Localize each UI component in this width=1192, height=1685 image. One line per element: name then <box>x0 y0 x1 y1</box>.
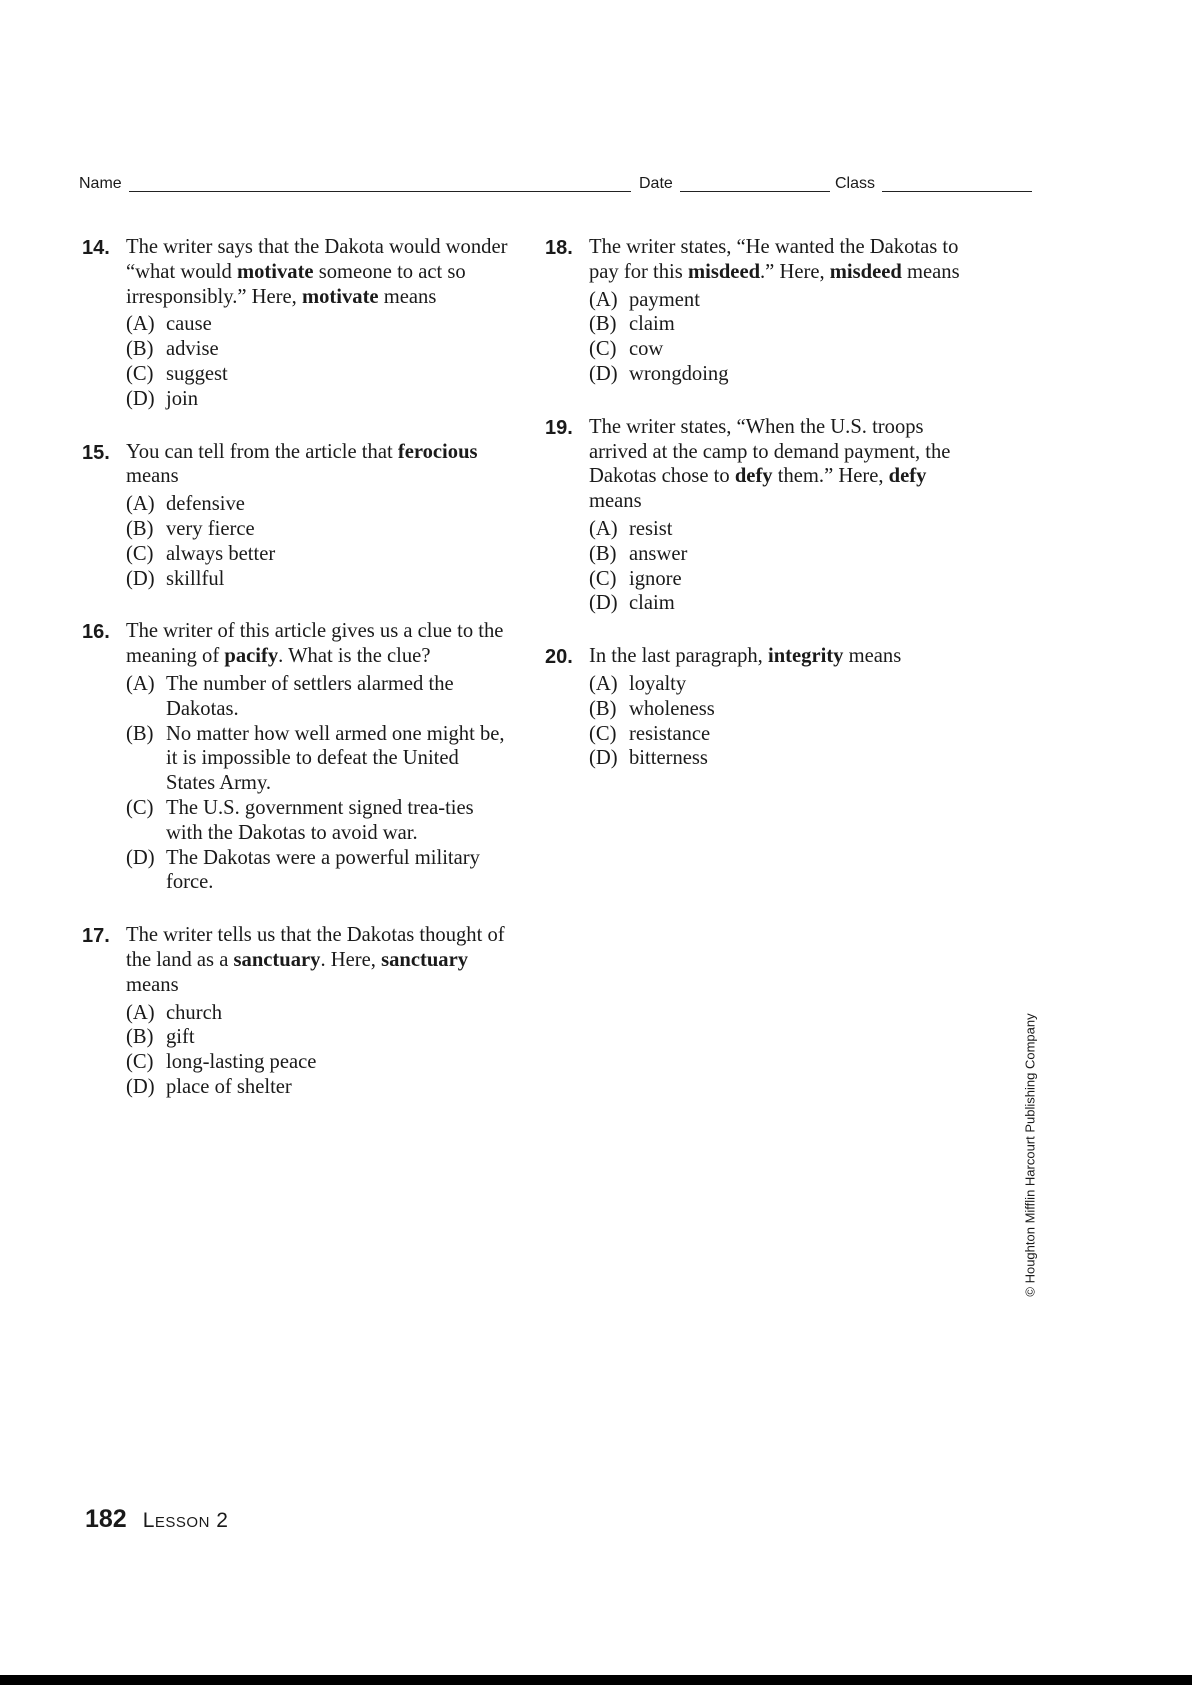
option-letter: (C) <box>126 796 154 819</box>
answer-option <box>126 387 512 412</box>
answer-option <box>589 697 975 722</box>
option-text: cow <box>629 338 664 361</box>
answer-options <box>126 1001 512 1100</box>
option-text: bitterness <box>629 747 708 770</box>
answer-option <box>126 567 512 592</box>
question-number: 15. <box>82 441 110 464</box>
answer-option <box>126 846 512 896</box>
option-text: ignore <box>629 567 682 590</box>
stem-text: someone to act so irresponsibly.” Here, <box>126 260 466 308</box>
option-letter: (D) <box>126 846 155 869</box>
vocabulary-word: misdeed <box>687 260 761 283</box>
answer-option <box>589 722 975 747</box>
option-text: The Dakotas were a powerful military force. <box>166 846 480 894</box>
answer-option <box>589 312 975 337</box>
date-line <box>680 191 830 192</box>
option-letter: (A) <box>126 493 155 516</box>
option-text: always better <box>166 542 276 565</box>
answer-options <box>126 312 512 411</box>
answer-option <box>126 517 512 542</box>
option-letter: (C) <box>589 338 617 361</box>
answer-option <box>126 1075 512 1100</box>
question-item <box>82 923 512 1100</box>
question-number: 16. <box>82 621 110 644</box>
option-text: church <box>166 1001 223 1024</box>
question-number: 19. <box>545 416 573 439</box>
stem-text: means <box>589 490 642 513</box>
answer-option <box>589 746 975 771</box>
question-stem <box>589 415 975 514</box>
stem-text: means <box>126 973 179 996</box>
option-text: claim <box>629 313 675 336</box>
stem-text: means <box>378 285 437 308</box>
left-question-column <box>82 235 512 1128</box>
question-item <box>545 235 975 387</box>
stem-text: . Here, <box>320 948 382 971</box>
question-stem <box>589 235 975 285</box>
vocabulary-word: sanctuary <box>381 948 469 971</box>
option-letter: (C) <box>589 722 617 745</box>
option-letter: (C) <box>126 1051 154 1074</box>
question-stem <box>126 619 512 669</box>
stem-text: The writer states, “He wanted the Dakotas to pay for this <box>589 236 959 283</box>
answer-option <box>589 517 975 542</box>
vocabulary-word: sanctuary <box>233 948 321 971</box>
answer-option <box>589 542 975 567</box>
option-letter: (B) <box>589 313 617 336</box>
answer-option <box>126 542 512 567</box>
bottom-border <box>0 1675 1192 1685</box>
answer-option <box>589 591 975 616</box>
answer-option <box>126 1025 512 1050</box>
stem-text: The writer states, “When the U.S. troops arrived at the camp to demand payment, the Dakotas chose to <box>589 415 951 488</box>
answer-option <box>126 362 512 387</box>
option-letter: (B) <box>126 1026 154 1049</box>
option-letter: (D) <box>589 592 618 615</box>
option-text: advise <box>166 338 219 361</box>
option-letter: (C) <box>126 542 154 565</box>
question-stem <box>126 235 512 309</box>
answer-option <box>589 672 975 697</box>
question-item <box>545 644 975 771</box>
class-label: Class <box>835 175 876 192</box>
vocabulary-word: ferocious <box>397 440 478 463</box>
stem-text: The writer tells us that the Dakotas thought of the land as a <box>126 924 505 971</box>
option-letter: (B) <box>589 697 617 720</box>
option-text: wrongdoing <box>629 362 729 385</box>
option-letter: (D) <box>589 362 618 385</box>
stem-text: The writer says that the Dakota would wonder “what would <box>126 236 508 283</box>
question-number: 14. <box>82 237 110 259</box>
option-text: join <box>166 387 199 410</box>
option-text: very fierce <box>166 517 255 540</box>
stem-text: means <box>843 645 902 668</box>
question-stem <box>126 440 512 490</box>
vocabulary-word: defy <box>888 465 927 488</box>
answer-option <box>126 492 512 517</box>
class-line <box>882 191 1032 192</box>
option-letter: (A) <box>126 1001 155 1024</box>
option-text: gift <box>166 1026 195 1049</box>
answer-option <box>589 567 975 592</box>
answer-options <box>589 672 975 771</box>
vocabulary-word: misdeed <box>829 260 902 283</box>
option-letter: (B) <box>589 542 617 565</box>
name-line <box>129 191 631 192</box>
option-letter: (D) <box>126 1075 155 1098</box>
option-text: suggest <box>166 362 228 385</box>
name-label: Name <box>79 175 122 192</box>
option-letter: (B) <box>126 517 154 540</box>
option-letter: (A) <box>589 517 618 540</box>
stem-text: In the last paragraph, <box>589 645 768 668</box>
question-stem <box>589 644 975 669</box>
question-stem <box>126 923 512 997</box>
question-item <box>545 415 975 616</box>
answer-option <box>126 312 512 337</box>
answer-option <box>126 722 512 796</box>
option-letter: (A) <box>126 313 155 336</box>
answer-option <box>126 337 512 362</box>
vocabulary-word: pacify <box>224 645 279 668</box>
stem-text: .” Here, <box>760 260 830 283</box>
question-item <box>82 619 512 895</box>
answer-options <box>589 288 975 387</box>
answer-option <box>126 1050 512 1075</box>
vocabulary-word: motivate <box>301 285 379 308</box>
option-letter: (D) <box>126 567 155 590</box>
vocabulary-word: integrity <box>767 645 844 668</box>
option-text: long-lasting peace <box>166 1051 317 1074</box>
answer-options <box>589 517 975 616</box>
question-number: 17. <box>82 925 110 948</box>
option-letter: (A) <box>126 672 155 695</box>
page-number: 182 <box>85 1505 127 1533</box>
option-text: The U.S. government signed trea-ties with the Dakotas to avoid war. <box>166 796 474 844</box>
stem-text: them.” Here, <box>772 465 889 488</box>
option-letter: (D) <box>589 747 618 770</box>
question-number: 20. <box>545 646 573 669</box>
option-text: wholeness <box>629 697 715 720</box>
stem-text: The writer of this article gives us a clue to the meaning of <box>126 620 504 668</box>
option-text: No matter how well armed one might be, it is impossible to defeat the United States Army. <box>166 722 505 795</box>
option-text: answer <box>629 542 688 565</box>
answer-option <box>589 362 975 387</box>
question-item <box>82 440 512 592</box>
stem-text: means <box>901 260 960 283</box>
answer-option <box>126 672 512 722</box>
vocabulary-word: defy <box>734 465 773 488</box>
option-text: defensive <box>166 493 245 516</box>
option-text: payment <box>629 288 700 311</box>
option-text: resistance <box>629 722 711 745</box>
option-text: cause <box>166 313 212 336</box>
answer-options <box>126 492 512 591</box>
option-letter: (A) <box>589 672 618 695</box>
stem-text: means <box>126 465 179 488</box>
answer-option <box>589 288 975 313</box>
option-text: place of shelter <box>166 1075 292 1098</box>
answer-option <box>126 1001 512 1026</box>
option-letter: (C) <box>126 362 154 385</box>
answer-option <box>589 337 975 362</box>
option-text: claim <box>629 592 675 615</box>
option-letter: (C) <box>589 567 617 590</box>
stem-text: You can tell from the article that <box>126 440 398 463</box>
option-letter: (D) <box>126 387 155 410</box>
question-item <box>82 235 512 412</box>
worksheet-header <box>79 172 954 198</box>
option-letter: (B) <box>126 338 154 361</box>
copyright-notice: © Houghton Mifflin Harcourt Publishing Company <box>1022 1013 1038 1297</box>
option-letter: (A) <box>589 288 618 311</box>
lesson-label: Lesson 2 <box>142 1509 229 1532</box>
page-footer <box>85 1505 228 1534</box>
question-number: 18. <box>545 237 573 259</box>
stem-text: . What is the clue? <box>278 645 431 668</box>
vocabulary-word: motivate <box>236 260 314 283</box>
date-label: Date <box>639 175 673 192</box>
option-text: skillful <box>166 567 225 590</box>
option-text: The number of settlers alarmed the Dakotas. <box>166 672 454 720</box>
answer-option <box>126 796 512 846</box>
option-text: resist <box>629 517 673 540</box>
option-text: loyalty <box>629 672 687 695</box>
right-question-column <box>545 235 975 799</box>
answer-options <box>126 672 512 895</box>
option-letter: (B) <box>126 722 154 745</box>
